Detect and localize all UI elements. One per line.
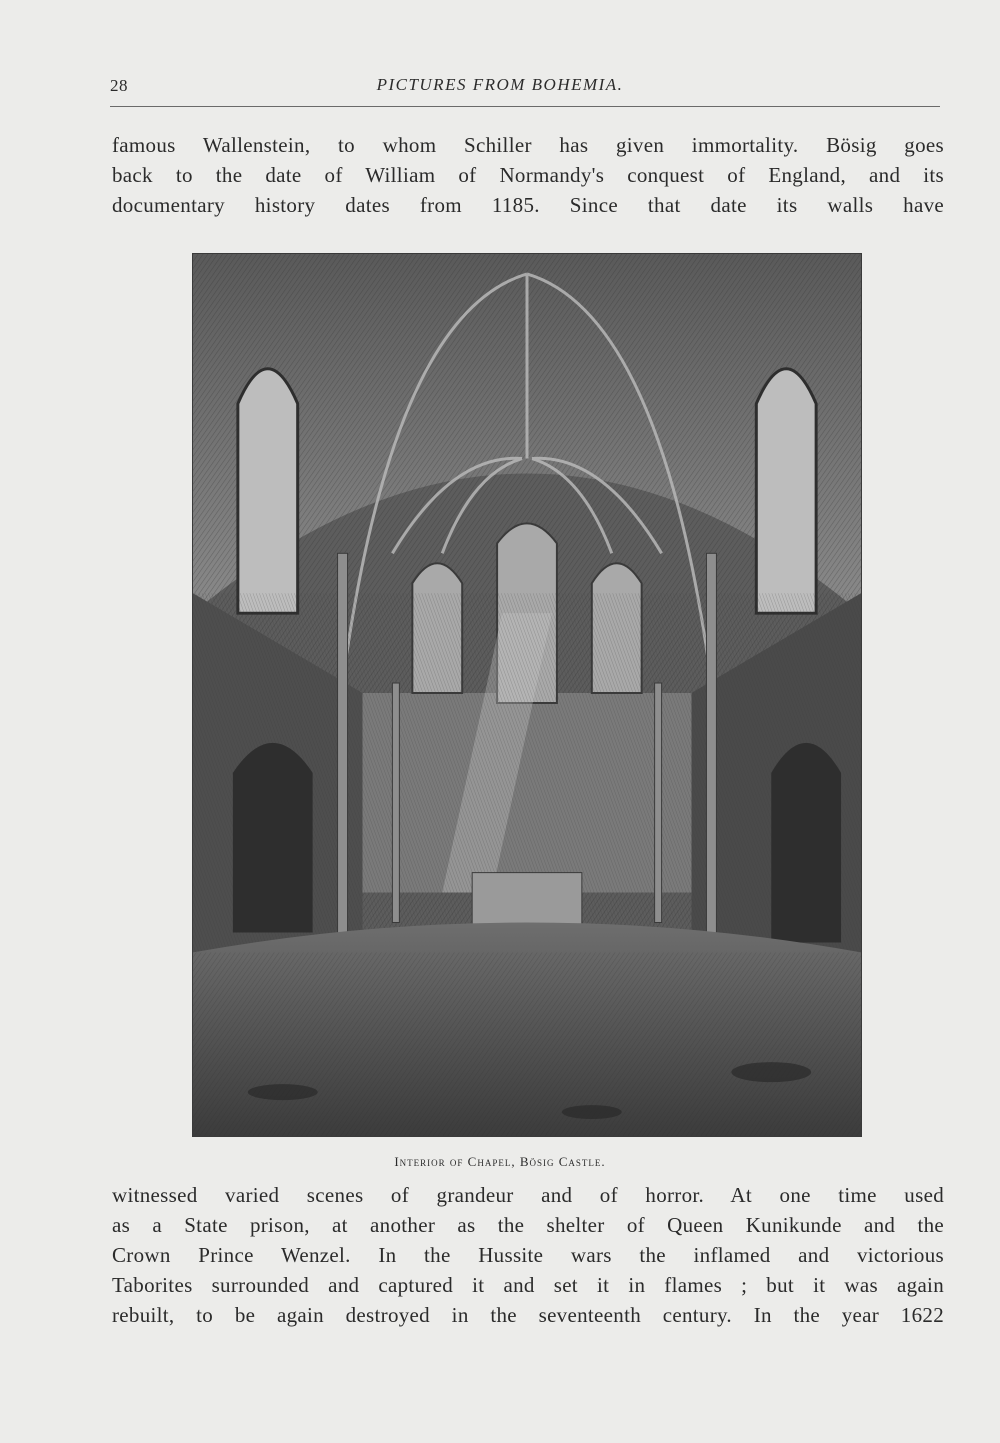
paragraph-top: [112, 130, 944, 220]
page-number: 28: [110, 76, 128, 95]
text-line: famous Wallenstein, to whom Schiller has given immortality. Bösig goes: [112, 133, 944, 157]
text-line: Taborites surrounded and captured it and set it in flames ; but it was again: [112, 1273, 944, 1297]
text-line: as a State prison, at another as the shelter of Queen Kunikunde and the: [112, 1213, 944, 1237]
figure-caption: Interior of Chapel, Bösig Castle.: [394, 1154, 606, 1169]
paragraph-bottom: [112, 1180, 944, 1330]
text-line: documentary history dates from 1185. Since that date its walls have: [112, 193, 944, 217]
text-line: witnessed varied scenes of grandeur and of horror. At one time used: [112, 1183, 944, 1207]
chapel-interior-illustration: [193, 254, 861, 1136]
text-line: Crown Prince Wenzel. In the Hussite wars the inflamed and victorious: [112, 1243, 944, 1267]
running-head: PICTURES FROM BOHEMIA.: [376, 75, 624, 94]
chapel-engraving: [192, 253, 862, 1137]
text-line: back to the date of William of Normandy's conquest of England, and its: [112, 163, 944, 187]
text-line: rebuilt, to be again destroyed in the seventeenth century. In the year 1622: [112, 1303, 944, 1327]
header-rule: [110, 106, 940, 107]
